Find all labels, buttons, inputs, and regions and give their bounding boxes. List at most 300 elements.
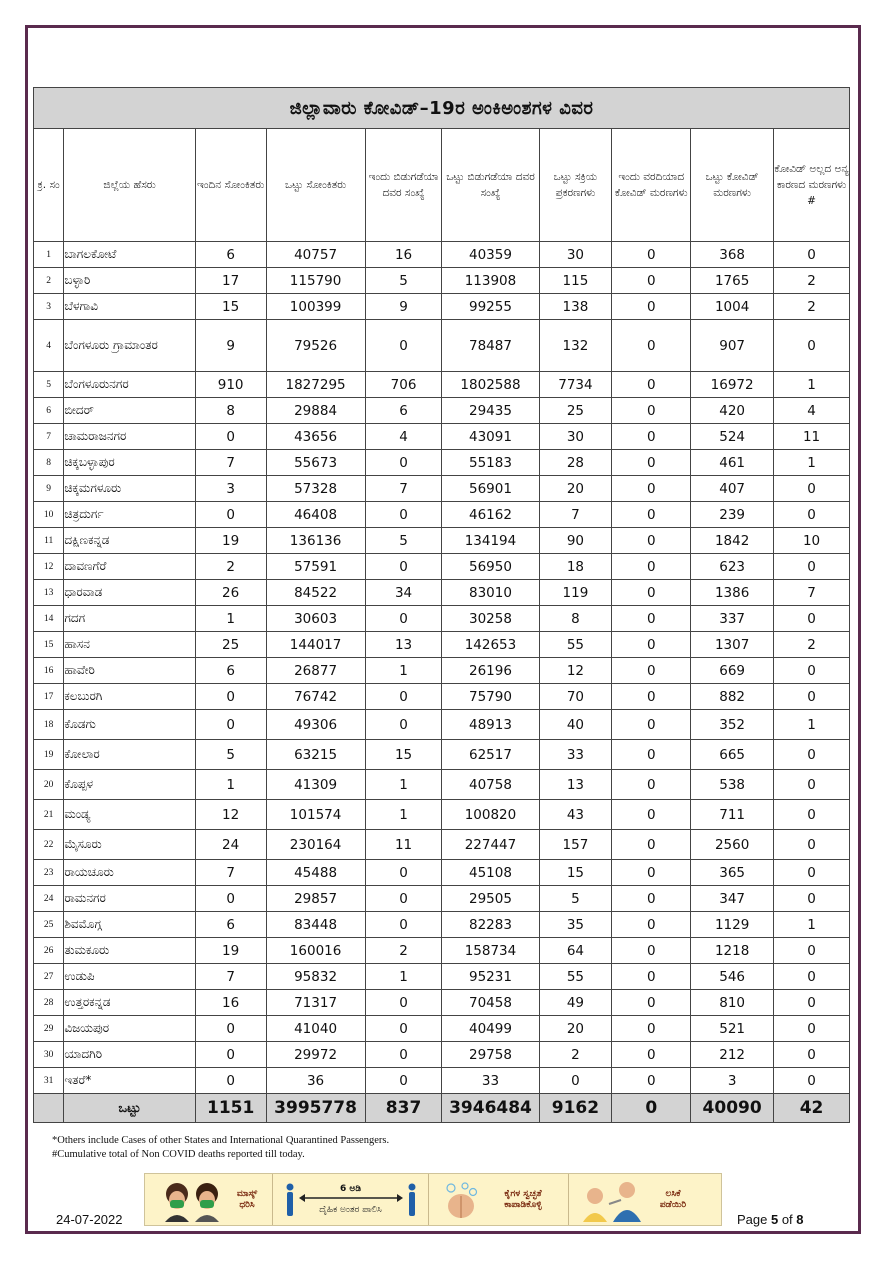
value-cell: 0 [774, 502, 850, 528]
value-cell: 2560 [691, 830, 774, 860]
value-cell: 0 [365, 860, 442, 886]
serial-cell: 26 [34, 938, 64, 964]
value-cell: 71317 [266, 990, 365, 1016]
table-row [34, 294, 850, 320]
value-cell: 1 [365, 964, 442, 990]
serial-cell: 10 [34, 502, 64, 528]
value-cell: 0 [612, 860, 691, 886]
value-cell: 0 [195, 424, 266, 450]
value-cell: 0 [774, 554, 850, 580]
value-cell: 0 [365, 912, 442, 938]
table-row [34, 372, 850, 398]
serial-cell: 24 [34, 886, 64, 912]
value-cell: 0 [365, 886, 442, 912]
value-cell: 136136 [266, 528, 365, 554]
table-row [34, 860, 850, 886]
value-cell: 0 [612, 658, 691, 684]
value-cell: 0 [612, 476, 691, 502]
district-cell: ಬೆಂಗಳೂರುನಗರ [64, 372, 195, 398]
value-cell: 1386 [691, 580, 774, 606]
value-cell: 0 [774, 770, 850, 800]
district-cell: ಹಾವೇರಿ [64, 658, 195, 684]
value-cell: 0 [612, 800, 691, 830]
district-cell: ವಿಜಯಪುರ [64, 1016, 195, 1042]
district-covid-table [33, 87, 850, 1123]
value-cell: 56950 [442, 554, 539, 580]
value-cell: 0 [612, 606, 691, 632]
district-cell: ಬೆಂಗಳೂರು ಗ್ರಾಮಾಂತರ [64, 320, 195, 372]
serial-cell: 31 [34, 1068, 64, 1094]
total-cell: 3946484 [442, 1094, 539, 1123]
header-row [34, 129, 850, 242]
serial-cell: 18 [34, 710, 64, 740]
table-row [34, 684, 850, 710]
value-cell: 26877 [266, 658, 365, 684]
district-cell: ಬಳ್ಳಾರಿ [64, 268, 195, 294]
value-cell: 134194 [442, 528, 539, 554]
value-cell: 0 [612, 1068, 691, 1094]
value-cell: 40359 [442, 242, 539, 268]
serial-cell: 21 [34, 800, 64, 830]
column-header: ಒಟ್ಟು ಕೋವಿಡ್ ಮರಣಗಳು [691, 129, 774, 242]
value-cell: 41309 [266, 770, 365, 800]
table-row [34, 606, 850, 632]
table-row [34, 476, 850, 502]
value-cell: 35 [539, 912, 612, 938]
value-cell: 0 [365, 1068, 442, 1094]
total-cell: 40090 [691, 1094, 774, 1123]
district-cell: ಕೊಪ್ಪಳ [64, 770, 195, 800]
serial-cell: 16 [34, 658, 64, 684]
value-cell: 538 [691, 770, 774, 800]
value-cell: 0 [195, 1016, 266, 1042]
double-arrow-icon [299, 1194, 403, 1202]
value-cell: 0 [365, 554, 442, 580]
value-cell: 0 [365, 320, 442, 372]
value-cell: 56901 [442, 476, 539, 502]
value-cell: 19 [195, 938, 266, 964]
value-cell: 0 [612, 1042, 691, 1068]
value-cell: 28 [539, 450, 612, 476]
value-cell: 5 [365, 528, 442, 554]
column-header: ಒಟ್ಟು ಸೋಂಕಿತರು [266, 129, 365, 242]
page-total: 8 [796, 1212, 804, 1227]
value-cell: 0 [774, 320, 850, 372]
value-cell: 882 [691, 684, 774, 710]
value-cell: 0 [612, 398, 691, 424]
table-row [34, 268, 850, 294]
value-cell: 711 [691, 800, 774, 830]
table-row [34, 1016, 850, 1042]
value-cell: 0 [612, 1016, 691, 1042]
value-cell: 352 [691, 710, 774, 740]
value-cell: 113908 [442, 268, 539, 294]
value-cell: 0 [774, 800, 850, 830]
value-cell: 16 [365, 242, 442, 268]
value-cell: 810 [691, 990, 774, 1016]
value-cell: 0 [774, 684, 850, 710]
value-cell: 1 [365, 770, 442, 800]
value-cell: 43091 [442, 424, 539, 450]
value-cell: 1 [195, 770, 266, 800]
value-cell: 26196 [442, 658, 539, 684]
value-cell: 1827295 [266, 372, 365, 398]
value-cell: 11 [365, 830, 442, 860]
value-cell: 29758 [442, 1042, 539, 1068]
table-row [34, 424, 850, 450]
district-cell: ಚಿಕ್ಕಮಗಳೂರು [64, 476, 195, 502]
value-cell: 100399 [266, 294, 365, 320]
value-cell: 83010 [442, 580, 539, 606]
district-cell: ಧಾರವಾಡ [64, 580, 195, 606]
column-header: ಒಟ್ಟು ಸಕ್ರಿಯ ಪ್ರಕರಣಗಳು [539, 129, 612, 242]
district-cell: ರಾಯಚೂರು [64, 860, 195, 886]
district-cell: ರಾಮನಗರ [64, 886, 195, 912]
value-cell: 43 [539, 800, 612, 830]
value-cell: 0 [612, 990, 691, 1016]
value-cell: 157 [539, 830, 612, 860]
value-cell: 0 [774, 1068, 850, 1094]
handwash-label: ಕೈಗಳ ಸ್ವಚ್ಛತೆ ಕಾಪಾಡಿಕೊಳ್ಳಿ [504, 1188, 542, 1210]
distance-segment [273, 1174, 429, 1225]
value-cell: 6 [195, 912, 266, 938]
district-cell: ತುಮಕೂರು [64, 938, 195, 964]
value-cell: 29972 [266, 1042, 365, 1068]
value-cell: 0 [612, 740, 691, 770]
report-date: 24-07-2022 [56, 1212, 123, 1227]
value-cell: 0 [365, 606, 442, 632]
value-cell: 7 [774, 580, 850, 606]
value-cell: 0 [365, 1016, 442, 1042]
value-cell: 0 [612, 528, 691, 554]
value-cell: 0 [195, 710, 266, 740]
value-cell: 5 [365, 268, 442, 294]
value-cell: 0 [195, 886, 266, 912]
value-cell: 365 [691, 860, 774, 886]
value-cell: 521 [691, 1016, 774, 1042]
value-cell: 119 [539, 580, 612, 606]
value-cell: 0 [612, 710, 691, 740]
value-cell: 0 [612, 242, 691, 268]
value-cell: 7 [195, 860, 266, 886]
column-header: ಇಂದು ಬಿಡುಗಡೆಯಾ ದವರ ಸಂಖ್ಯೆ [365, 129, 442, 242]
value-cell: 100820 [442, 800, 539, 830]
page-prefix: Page [737, 1212, 771, 1227]
value-cell: 907 [691, 320, 774, 372]
value-cell: 40757 [266, 242, 365, 268]
value-cell: 3 [691, 1068, 774, 1094]
value-cell: 55183 [442, 450, 539, 476]
total-label: ಒಟ್ಟು [64, 1094, 195, 1123]
value-cell: 1 [774, 912, 850, 938]
value-cell: 33 [539, 740, 612, 770]
serial-cell: 15 [34, 632, 64, 658]
serial-cell: 1 [34, 242, 64, 268]
value-cell: 546 [691, 964, 774, 990]
value-cell: 70458 [442, 990, 539, 1016]
value-cell: 420 [691, 398, 774, 424]
value-cell: 0 [612, 830, 691, 860]
serial-cell: 7 [34, 424, 64, 450]
table-row [34, 528, 850, 554]
total-cell [34, 1094, 64, 1123]
column-header: ಇಂದು ವರದಿಯಾದ ಕೋವಿಡ್ ಮರಣಗಳು [612, 129, 691, 242]
value-cell: 0 [774, 1016, 850, 1042]
vaccination-icon [579, 1178, 645, 1222]
value-cell: 524 [691, 424, 774, 450]
value-cell: 20 [539, 1016, 612, 1042]
value-cell: 7 [195, 964, 266, 990]
value-cell: 347 [691, 886, 774, 912]
table-row [34, 554, 850, 580]
district-cell: ಮಂಡ್ಯ [64, 800, 195, 830]
serial-cell: 28 [34, 990, 64, 1016]
handwash-icon [441, 1178, 481, 1222]
value-cell: 26 [195, 580, 266, 606]
serial-cell: 9 [34, 476, 64, 502]
value-cell: 75790 [442, 684, 539, 710]
district-cell: ಕೋಲಾರ [64, 740, 195, 770]
footnote-others: *Others include Cases of other States and International Quarantined Passengers. [52, 1135, 390, 1146]
value-cell: 0 [774, 1042, 850, 1068]
value-cell: 4 [774, 398, 850, 424]
value-cell: 0 [774, 740, 850, 770]
value-cell: 46162 [442, 502, 539, 528]
table-row [34, 990, 850, 1016]
value-cell: 6 [195, 658, 266, 684]
value-cell: 138 [539, 294, 612, 320]
value-cell: 5 [195, 740, 266, 770]
value-cell: 29435 [442, 398, 539, 424]
value-cell: 13 [365, 632, 442, 658]
district-cell: ಬಾಗಲಕೋಟೆ [64, 242, 195, 268]
value-cell: 0 [774, 964, 850, 990]
table-row [34, 964, 850, 990]
value-cell: 3 [195, 476, 266, 502]
vaccine-label: ಲಸಿಕೆ ಪಡೆಯಿರಿ [659, 1188, 687, 1210]
value-cell: 2 [774, 632, 850, 658]
value-cell: 368 [691, 242, 774, 268]
value-cell: 6 [195, 242, 266, 268]
value-cell: 1802588 [442, 372, 539, 398]
mask-people-icon [159, 1178, 229, 1222]
person-right-icon [407, 1183, 417, 1217]
value-cell: 461 [691, 450, 774, 476]
serial-cell: 29 [34, 1016, 64, 1042]
value-cell: 1307 [691, 632, 774, 658]
table-row [34, 800, 850, 830]
serial-cell: 17 [34, 684, 64, 710]
value-cell: 76742 [266, 684, 365, 710]
value-cell: 29505 [442, 886, 539, 912]
table-title: ಜಿಲ್ಲಾವಾರು ಕೋವಿಡ್–19ರ ಅಂಕಿಅಂಶಗಳ ವಿವರ [34, 88, 850, 129]
value-cell: 1 [774, 710, 850, 740]
value-cell: 16972 [691, 372, 774, 398]
value-cell: 83448 [266, 912, 365, 938]
value-cell: 239 [691, 502, 774, 528]
total-cell: 42 [774, 1094, 850, 1123]
value-cell: 0 [195, 1042, 266, 1068]
value-cell: 0 [612, 372, 691, 398]
serial-cell: 4 [34, 320, 64, 372]
footnote-non-covid: #Cumulative total of Non COVID deaths reported till today. [52, 1149, 305, 1160]
serial-cell: 14 [34, 606, 64, 632]
value-cell: 7 [539, 502, 612, 528]
value-cell: 8 [195, 398, 266, 424]
value-cell: 0 [612, 938, 691, 964]
value-cell: 79526 [266, 320, 365, 372]
value-cell: 95832 [266, 964, 365, 990]
page-current: 5 [770, 1212, 779, 1227]
value-cell: 7734 [539, 372, 612, 398]
district-cell: ಕೊಡಗು [64, 710, 195, 740]
handwash-segment [429, 1174, 569, 1225]
value-cell: 0 [365, 684, 442, 710]
value-cell: 9 [365, 294, 442, 320]
serial-cell: 6 [34, 398, 64, 424]
value-cell: 0 [539, 1068, 612, 1094]
column-header: ಕೋವಿಡ್ ಅಲ್ಲದ ಅನ್ಯ ಕಾರಣದ ಮರಣಗಳು # [774, 129, 850, 242]
value-cell: 57328 [266, 476, 365, 502]
value-cell: 1765 [691, 268, 774, 294]
value-cell: 0 [774, 886, 850, 912]
value-cell: 40758 [442, 770, 539, 800]
serial-cell: 27 [34, 964, 64, 990]
value-cell: 24 [195, 830, 266, 860]
value-cell: 142653 [442, 632, 539, 658]
value-cell: 9 [195, 320, 266, 372]
value-cell: 46408 [266, 502, 365, 528]
mask-segment [145, 1174, 273, 1225]
serial-cell: 8 [34, 450, 64, 476]
value-cell: 18 [539, 554, 612, 580]
value-cell: 101574 [266, 800, 365, 830]
total-cell: 837 [365, 1094, 442, 1123]
value-cell: 1 [365, 800, 442, 830]
value-cell: 0 [195, 684, 266, 710]
table-row [34, 830, 850, 860]
value-cell: 17 [195, 268, 266, 294]
value-cell: 36 [266, 1068, 365, 1094]
total-cell: 1151 [195, 1094, 266, 1123]
value-cell: 25 [539, 398, 612, 424]
value-cell: 13 [539, 770, 612, 800]
district-cell: ಚಾಮರಾಜನಗರ [64, 424, 195, 450]
value-cell: 30 [539, 242, 612, 268]
page-of: of [778, 1212, 797, 1227]
value-cell: 0 [365, 1042, 442, 1068]
value-cell: 70 [539, 684, 612, 710]
value-cell: 6 [365, 398, 442, 424]
footnotes [52, 1134, 389, 1162]
value-cell: 78487 [442, 320, 539, 372]
total-cell: 0 [612, 1094, 691, 1123]
value-cell: 2 [195, 554, 266, 580]
value-cell: 0 [195, 502, 266, 528]
value-cell: 115790 [266, 268, 365, 294]
value-cell: 30258 [442, 606, 539, 632]
value-cell: 212 [691, 1042, 774, 1068]
value-cell: 33 [442, 1068, 539, 1094]
value-cell: 1218 [691, 938, 774, 964]
serial-cell: 30 [34, 1042, 64, 1068]
value-cell: 10 [774, 528, 850, 554]
table-row [34, 938, 850, 964]
value-cell: 0 [774, 476, 850, 502]
value-cell: 2 [774, 294, 850, 320]
district-cell: ಉತ್ತರಕನ್ನಡ [64, 990, 195, 1016]
distance-feet: 6 ಅಡಿ [340, 1183, 361, 1194]
table-row [34, 1068, 850, 1094]
table-row [34, 580, 850, 606]
value-cell: 2 [365, 938, 442, 964]
district-cell: ಉಡುಪಿ [64, 964, 195, 990]
table-row [34, 450, 850, 476]
value-cell: 2 [539, 1042, 612, 1068]
table-row [34, 710, 850, 740]
value-cell: 62517 [442, 740, 539, 770]
value-cell: 4 [365, 424, 442, 450]
value-cell: 0 [612, 684, 691, 710]
value-cell: 910 [195, 372, 266, 398]
value-cell: 49306 [266, 710, 365, 740]
serial-cell: 25 [34, 912, 64, 938]
value-cell: 665 [691, 740, 774, 770]
vaccine-segment [569, 1174, 721, 1225]
serial-cell: 23 [34, 860, 64, 886]
value-cell: 64 [539, 938, 612, 964]
awareness-banner [144, 1173, 722, 1226]
value-cell: 0 [365, 710, 442, 740]
value-cell: 55673 [266, 450, 365, 476]
value-cell: 1129 [691, 912, 774, 938]
value-cell: 45108 [442, 860, 539, 886]
value-cell: 55 [539, 632, 612, 658]
value-cell: 706 [365, 372, 442, 398]
value-cell: 115 [539, 268, 612, 294]
district-cell: ಹಾಸನ [64, 632, 195, 658]
table-row [34, 912, 850, 938]
table-row [34, 502, 850, 528]
total-cell: 3995778 [266, 1094, 365, 1123]
total-cell: 9162 [539, 1094, 612, 1123]
serial-cell: 13 [34, 580, 64, 606]
value-cell: 30 [539, 424, 612, 450]
value-cell: 29884 [266, 398, 365, 424]
value-cell: 0 [612, 450, 691, 476]
value-cell: 25 [195, 632, 266, 658]
value-cell: 0 [774, 242, 850, 268]
district-cell: ಬೀದರ್ [64, 398, 195, 424]
table-row [34, 242, 850, 268]
value-cell: 1 [774, 450, 850, 476]
value-cell: 43656 [266, 424, 365, 450]
value-cell: 11 [774, 424, 850, 450]
value-cell: 15 [365, 740, 442, 770]
value-cell: 158734 [442, 938, 539, 964]
serial-cell: 22 [34, 830, 64, 860]
value-cell: 45488 [266, 860, 365, 886]
table-row [34, 398, 850, 424]
serial-cell: 19 [34, 740, 64, 770]
value-cell: 41040 [266, 1016, 365, 1042]
column-header: ಕ್ರ. ಸಂ [34, 129, 64, 242]
value-cell: 0 [612, 964, 691, 990]
district-cell: ಕಲಬುರಗಿ [64, 684, 195, 710]
value-cell: 160016 [266, 938, 365, 964]
district-cell: ಶಿವಮೊಗ್ಗ [64, 912, 195, 938]
value-cell: 12 [195, 800, 266, 830]
